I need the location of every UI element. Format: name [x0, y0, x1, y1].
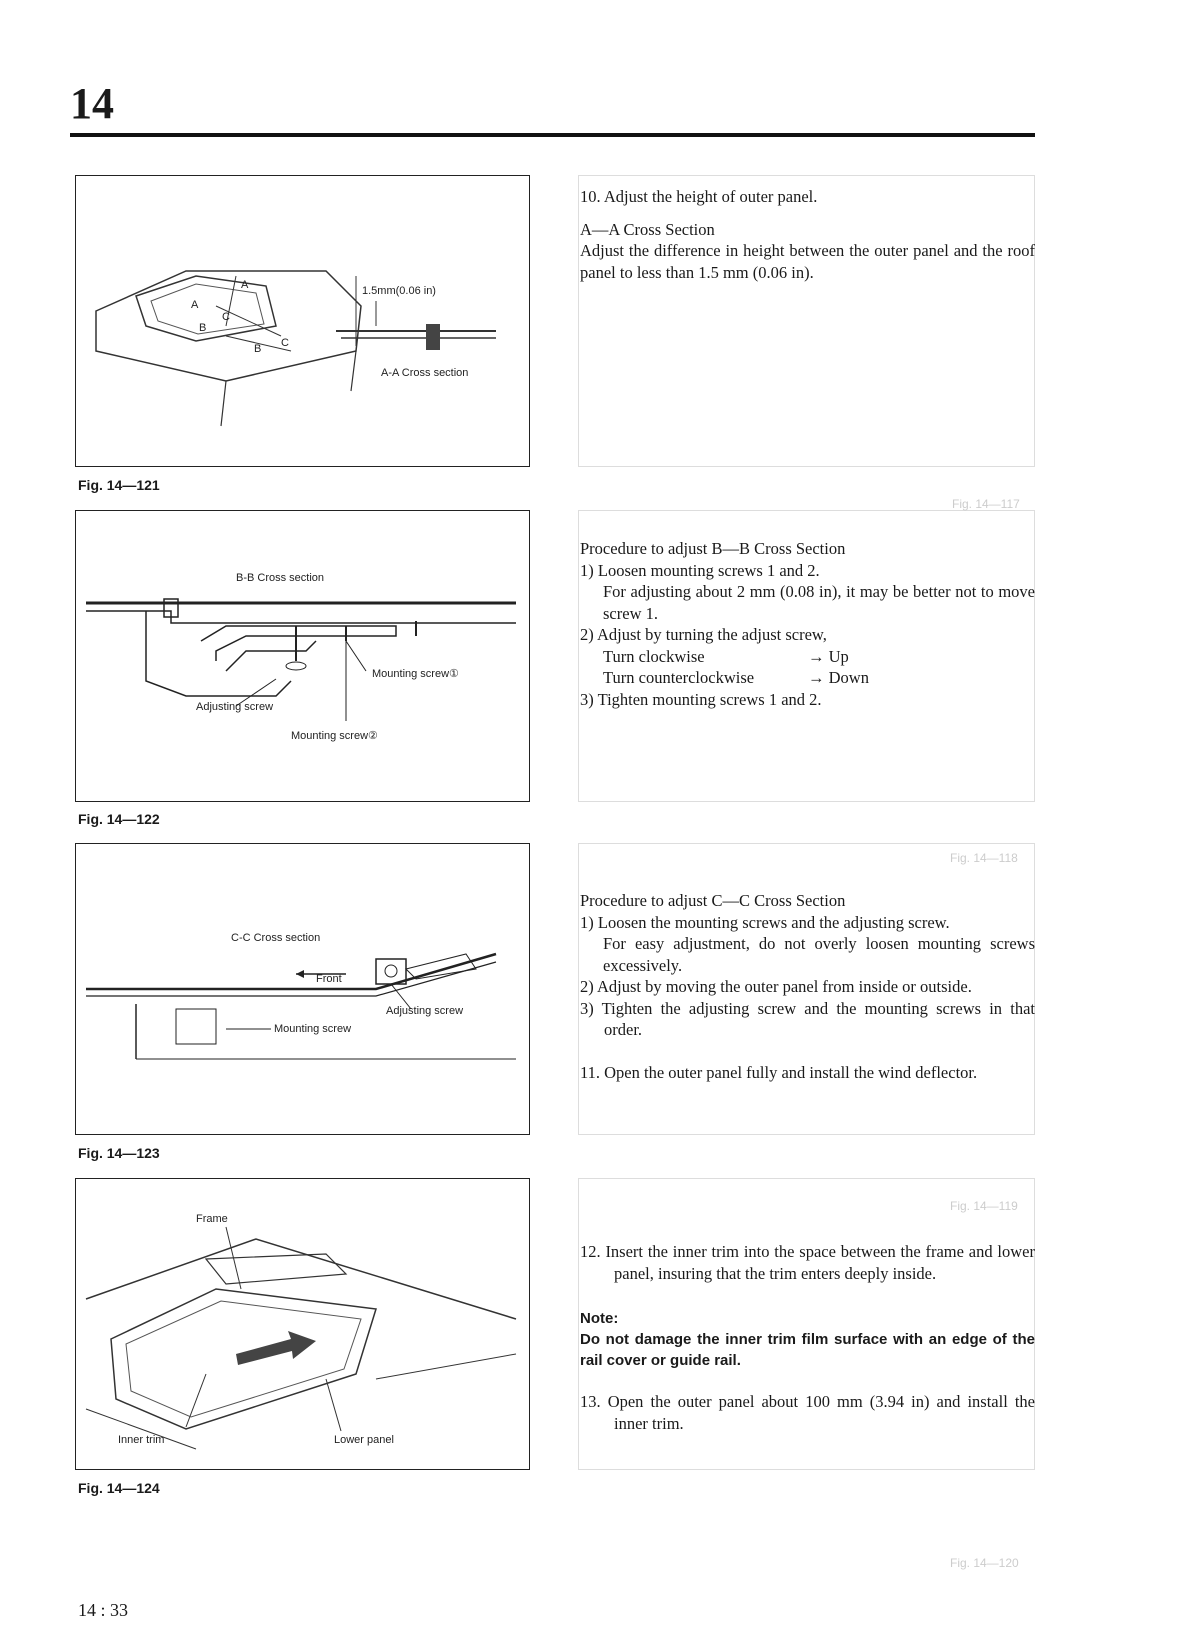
label-section-cc: C-C Cross section	[231, 932, 321, 944]
step-10-subtitle: A—A Cross Section	[580, 219, 715, 239]
label-b-left: B	[199, 322, 207, 334]
ghost-caption: Fig. 14—118	[950, 851, 1018, 865]
header-rule	[70, 133, 1035, 137]
step-12-block	[580, 1241, 1035, 1434]
label-c-left: C	[222, 311, 230, 323]
cc-section-diagram	[76, 844, 529, 1134]
cc-step-3: 3) Tighten the adjusting screw and the mounting screws in that order.	[580, 998, 1035, 1039]
step-11: 11. Open the outer panel fully and install the wind deflector.	[580, 1062, 978, 1082]
roof-aa-diagram	[76, 176, 529, 466]
label-b-bottom: B	[254, 343, 262, 355]
bb-clockwise-row	[580, 646, 1035, 668]
bb-step-3: 3) Tighten mounting screws 1 and 2.	[580, 689, 822, 709]
note-body: Do not damage the inner trim film surface with an edge of the rail cover or guide rail.	[580, 1331, 1035, 1369]
note-heading: Note:	[580, 1310, 619, 1327]
figure-14-123	[75, 843, 530, 1135]
figure-caption: Fig. 14—124	[78, 1480, 160, 1496]
label-section-bb: B-B Cross section	[236, 572, 325, 584]
bb-step-2: 2) Adjust by turning the adjust screw,	[580, 625, 827, 644]
bb-step-1: 1) Loosen mounting screws 1 and 2.	[580, 560, 820, 580]
ghost-caption: Fig. 14—119	[950, 1199, 1018, 1213]
bb-counterclockwise-label: Turn counterclockwise	[603, 668, 755, 687]
bb-step-1-note: For adjusting about 2 mm (0.08 in), it may be better not to move screw 1.	[603, 582, 1035, 623]
cc-title: Procedure to adjust C—C Cross Section	[580, 891, 846, 910]
ghost-caption: Fig. 14—117	[952, 497, 1020, 511]
bb-counterclockwise-row	[580, 667, 1035, 689]
figure-14-122	[75, 510, 530, 802]
label-a-top: A	[241, 279, 249, 291]
cc-step-1-note: For easy adjustment, do not overly loosen mounting screws excessively.	[603, 934, 1035, 975]
label-a-left: A	[191, 299, 199, 311]
step-10-block	[580, 186, 1035, 283]
label-mounting-screw-2: Mounting screw②	[291, 730, 378, 742]
bb-clockwise-value: → Up	[808, 646, 849, 666]
label-frame: Frame	[196, 1213, 228, 1225]
label-adjusting-screw: Adjusting screw	[196, 701, 274, 713]
bb-procedure-block	[580, 538, 1035, 710]
label-section-aa: A-A Cross section	[381, 367, 469, 379]
ghost-caption: Fig. 14—120	[950, 1556, 1019, 1570]
label-front: Front	[316, 973, 342, 985]
label-mounting-screw-1: Mounting screw①	[372, 668, 459, 680]
page-number: 14 : 33	[78, 1600, 129, 1620]
label-mounting-screw: Mounting screw	[274, 1023, 352, 1035]
figure-caption: Fig. 14—121	[78, 477, 160, 493]
step-12: 12. Insert the inner trim into the space between the frame and lower panel, insuring that the trim enters deeply inside.	[580, 1242, 1035, 1283]
label-adjusting-screw: Adjusting screw	[386, 1005, 464, 1017]
cc-procedure-block	[580, 890, 1035, 1083]
label-inner-trim: Inner trim	[118, 1434, 165, 1446]
label-lower-panel: Lower panel	[334, 1434, 394, 1446]
bb-section-diagram	[76, 511, 529, 801]
cc-step-2: 2) Adjust by moving the outer panel from inside or outside.	[580, 977, 972, 996]
bb-clockwise-label: Turn clockwise	[603, 646, 705, 666]
step-10-title: 10. Adjust the height of outer panel.	[580, 187, 818, 206]
label-c-right: C	[281, 337, 289, 349]
bb-title: Procedure to adjust B—B Cross Section	[580, 539, 846, 558]
figure-14-121	[75, 175, 530, 467]
step-10-body: Adjust the difference in height between the outer panel and the roof panel to less than 1.5 mm (0.06 in).	[580, 241, 1035, 282]
inner-trim-diagram	[76, 1179, 529, 1469]
section-number: 14	[70, 79, 114, 128]
cc-step-1: 1) Loosen the mounting screws and the adjusting screw.	[580, 912, 950, 932]
label-gap: 1.5mm(0.06 in)	[362, 285, 436, 297]
bb-counterclockwise-value: → Down	[808, 668, 869, 687]
step-13: 13. Open the outer panel about 100 mm (3.94 in) and install the inner trim.	[580, 1392, 1035, 1433]
figure-caption: Fig. 14—123	[78, 1145, 160, 1161]
figure-caption: Fig. 14—122	[78, 811, 160, 827]
figure-14-124	[75, 1178, 530, 1470]
